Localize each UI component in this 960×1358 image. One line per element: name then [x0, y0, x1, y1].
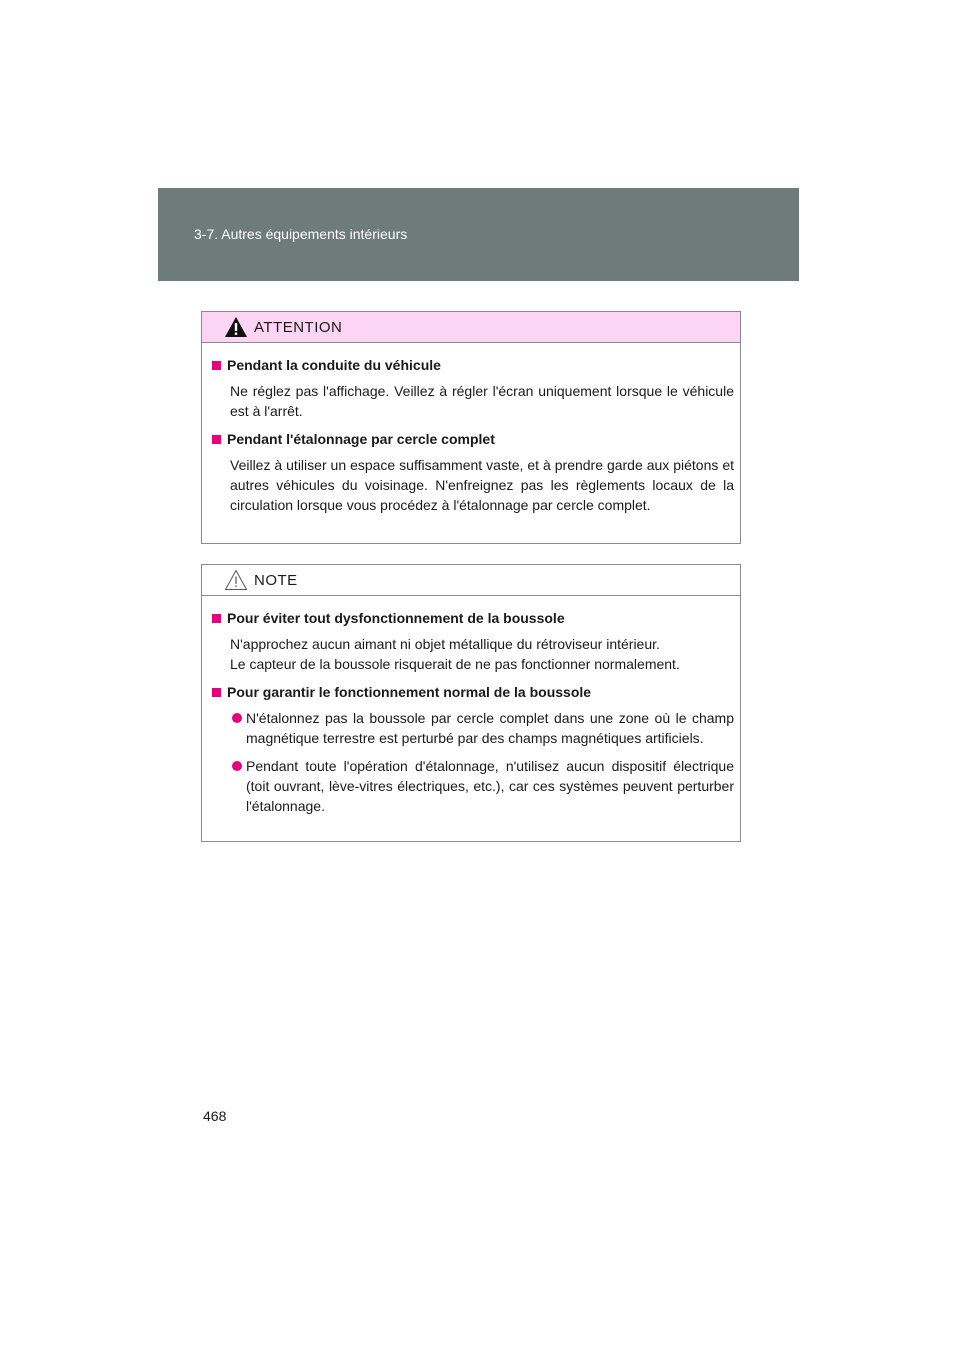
section-title: 3-7. Autres équipements intérieurs [194, 226, 408, 242]
chapter-header-band [158, 188, 799, 281]
note-bullet [212, 708, 734, 748]
note-item-text [212, 634, 734, 674]
attention-header [202, 312, 740, 343]
heading-text: Pendant l'étalonnage par cercle complet [227, 431, 495, 447]
square-bullet-icon [212, 361, 221, 370]
square-bullet-icon [212, 614, 221, 623]
note-line: N'approchez aucun aimant ni objet métallique du rétroviseur intérieur. [230, 636, 660, 652]
square-bullet-icon [212, 688, 221, 697]
heading-text: Pendant la conduite du véhicule [227, 357, 441, 373]
warning-triangle-outline-icon [224, 569, 248, 591]
circle-bullet-icon [232, 761, 242, 771]
page-number: 468 [203, 1108, 227, 1124]
attention-body [202, 343, 740, 515]
circle-bullet-icon [232, 713, 242, 723]
note-bullet [212, 756, 734, 816]
attention-item-text: Ne réglez pas l'affichage. Veillez à régler l'écran uniquement lorsque le véhicule est à l'arrêt. [230, 383, 734, 419]
note-title: NOTE [254, 572, 298, 589]
attention-title: ATTENTION [254, 319, 343, 336]
square-bullet-icon [212, 435, 221, 444]
warning-triangle-filled-icon [224, 316, 248, 338]
note-body [202, 596, 740, 816]
bullet-text: N'étalonnez pas la boussole par cercle complet dans une zone où le champ magnétique terrestre est perturbé par des champs magnétiques artificiels. [246, 710, 734, 746]
bullet-text: Pendant toute l'opération d'étalonnage, n'utilisez aucun dispositif électrique (toit ouvrant, lève-vitres électriques, etc.), car ces systèmes peuvent perturber l'étalonnage. [246, 758, 734, 814]
heading-text: Pour éviter tout dysfonctionnement de la boussole [227, 610, 565, 626]
attention-item-heading [212, 429, 734, 449]
note-line: Le capteur de la boussole risquerait de ne pas fonctionner normalement. [230, 656, 680, 672]
attention-item-text: Veillez à utiliser un espace suffisamment vaste, et à prendre garde aux piétons et autres véhicules du voisinage. N'enfreignez pas les règlements locaux de la circulation lorsque vous procédez à l'étalonnage par cercle complet. [230, 457, 734, 513]
note-box [201, 564, 741, 842]
note-item-heading [212, 682, 734, 702]
attention-box [201, 311, 741, 544]
note-item-heading [212, 608, 734, 628]
attention-item-heading [212, 355, 734, 375]
note-header [202, 565, 740, 596]
heading-text: Pour garantir le fonctionnement normal de la boussole [227, 684, 592, 700]
